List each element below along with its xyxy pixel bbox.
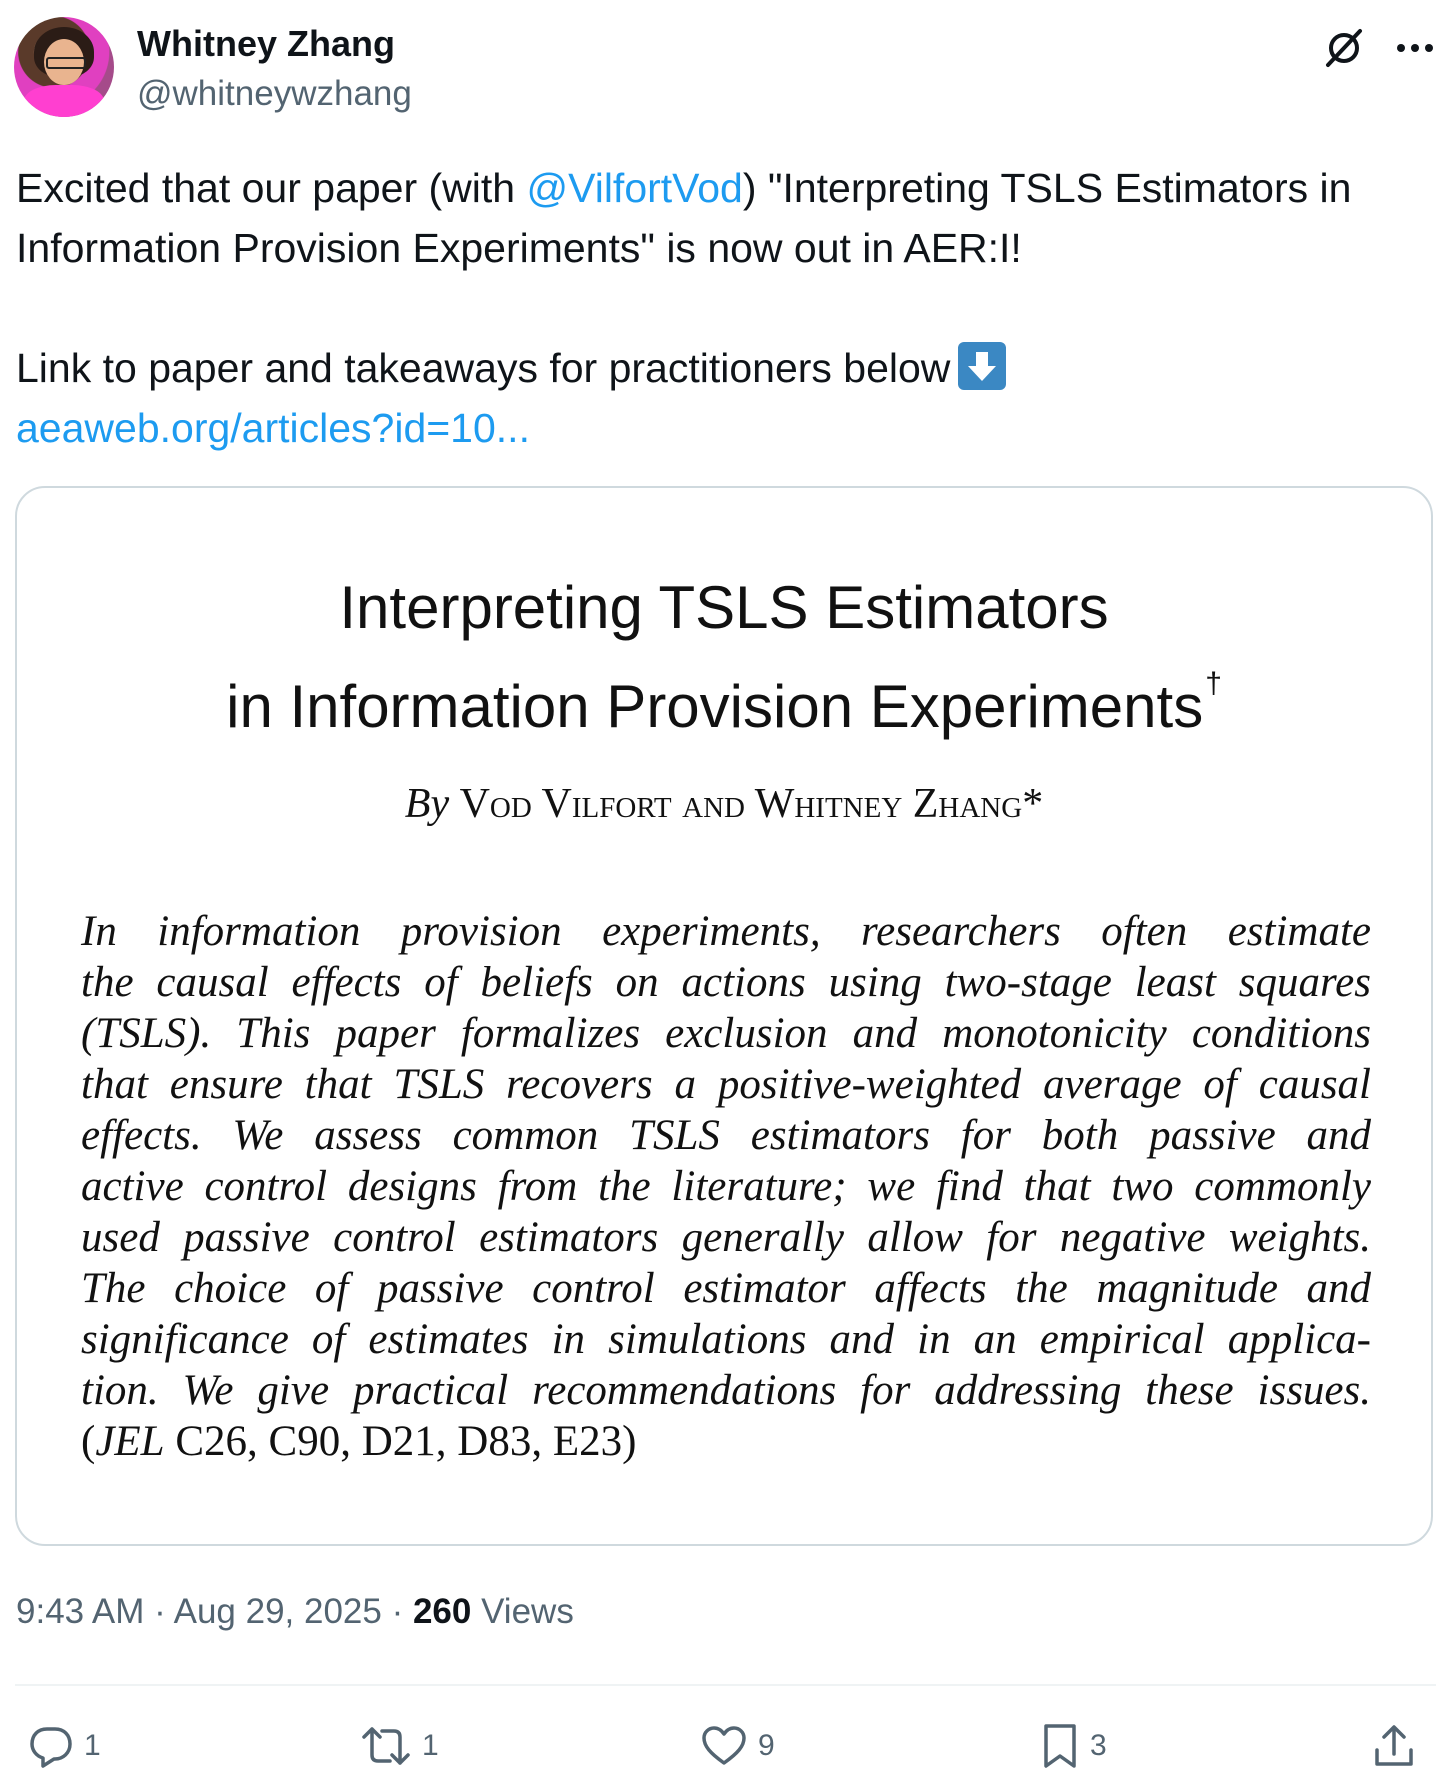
reply-button[interactable] [28, 1718, 101, 1774]
meta-separator: · [144, 1592, 174, 1631]
abstract-line: used passive control estimators generally allow for negative weights. [81, 1214, 1371, 1261]
abstract-line: significance of estimates in simulations and in an empirical applica- [81, 1316, 1371, 1363]
repost-button[interactable] [360, 1718, 439, 1774]
reply-count: 1 [84, 1729, 101, 1762]
jel-prefix: ( [81, 1418, 96, 1465]
jel-code-list: C26, C90, D21, D83, E23) [164, 1418, 637, 1465]
meta-separator: · [381, 1592, 413, 1631]
abstract-line: In information provision experiments, researchers often estimate [81, 908, 1371, 955]
abstract-line: (TSLS). This paper formalizes exclusion and monotonicity conditions [81, 1010, 1371, 1057]
tweet-meta [16, 1590, 574, 1634]
tweet-text [16, 158, 1436, 458]
tweet-time[interactable]: 9:43 AM [16, 1592, 145, 1631]
byline-by: By [404, 781, 450, 827]
author-handle[interactable]: @whitneywzhang [137, 74, 412, 113]
mention-link[interactable]: @VilfortVod [526, 165, 743, 211]
abstract-line: that ensure that TSLS recovers a positive-weighted average of causal [81, 1061, 1371, 1108]
avatar-glasses [46, 57, 86, 69]
share-icon [1372, 1722, 1416, 1770]
views-count: 260 [412, 1592, 472, 1631]
tweet-text-segment: ) "Interpreting TSLS Estimators in [742, 165, 1352, 211]
bookmark-button[interactable] [1040, 1718, 1107, 1774]
avatar-shirt [24, 85, 104, 117]
tweet-blank-line [16, 278, 1436, 338]
repost-icon [360, 1723, 412, 1769]
reply-icon [28, 1723, 74, 1769]
down-arrow-emoji-icon [958, 342, 1006, 390]
paper-title-line-2 [17, 646, 1431, 745]
tweet-line-1 [16, 158, 1436, 218]
tweet-text-segment: Link to paper and takeaways for practitioners below [16, 345, 951, 391]
repost-count: 1 [422, 1729, 439, 1762]
abstract-line: the causal effects of beliefs on actions using two-stage least squares [81, 959, 1371, 1006]
bookmark-count: 3 [1090, 1729, 1107, 1762]
share-button[interactable] [1372, 1718, 1416, 1774]
more-options-icon[interactable] [1392, 28, 1438, 68]
article-link[interactable]: aeaweb.org/articles?id=10... [16, 405, 530, 451]
heart-icon [700, 1723, 748, 1769]
abstract-line: tion. We give practical recommendations for addressing these issues. [81, 1367, 1371, 1414]
views-label: Views [471, 1592, 574, 1631]
paper-title-dagger: † [1205, 667, 1222, 700]
abstract-line: The choice of passive control estimator affects the magnitude and [81, 1265, 1371, 1312]
paper-title-text: in Information Provision Experiments [226, 673, 1204, 740]
byline-authors: Vod Vilfort and Whitney Zhang* [459, 781, 1044, 827]
media-card[interactable] [15, 486, 1433, 1546]
tweet-line-2: Information Provision Experiments" is now out in AER:I! [16, 225, 1022, 271]
grok-icon[interactable] [1322, 26, 1366, 70]
abstract-line: active control designs from the literature; we find that two commonly [81, 1163, 1371, 1210]
paper-byline [17, 778, 1431, 830]
abstract-line: effects. We assess common TSLS estimators for both passive and [81, 1112, 1371, 1159]
tweet-date[interactable]: Aug 29, 2025 [173, 1592, 382, 1631]
author-name[interactable]: Whitney Zhang [137, 23, 395, 64]
jel-codes [81, 1416, 1371, 1467]
tweet-line-3 [16, 338, 1436, 398]
paper-abstract [81, 906, 1371, 1467]
like-count: 9 [758, 1729, 775, 1762]
bookmark-icon [1040, 1722, 1080, 1770]
divider [15, 1684, 1436, 1686]
like-button[interactable] [700, 1718, 775, 1774]
paper-title-line-1: Interpreting TSLS Estimators [339, 574, 1109, 641]
avatar[interactable] [14, 17, 114, 117]
jel-label: JEL [95, 1418, 165, 1465]
tweet-text-segment: Excited that our paper (with [16, 165, 527, 211]
